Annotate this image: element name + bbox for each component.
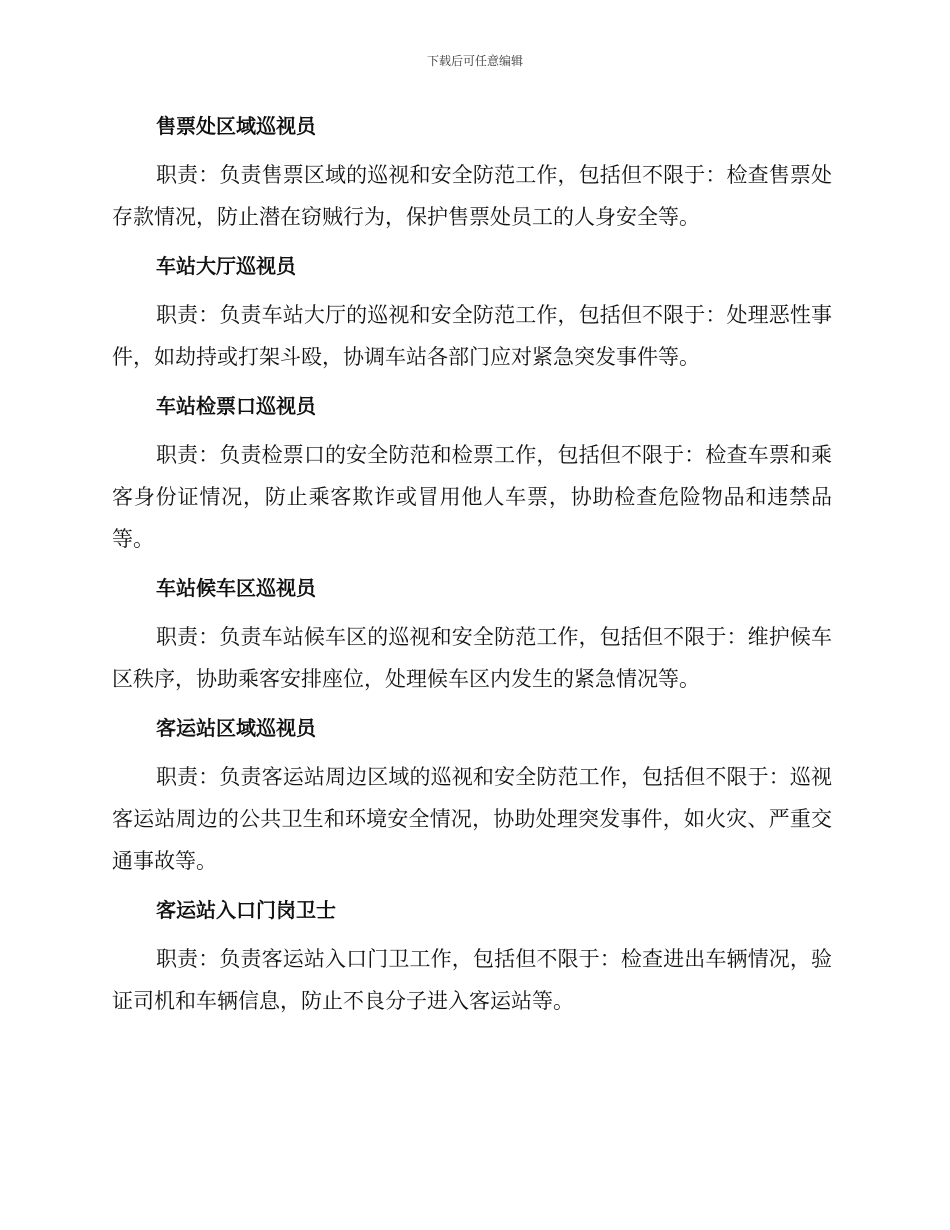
section-ticket-office: [112, 110, 832, 238]
document-body: [112, 110, 832, 1022]
section-title: 车站候车区巡视员: [156, 576, 316, 600]
section-station-hall: [112, 250, 832, 378]
section-duty-text: 职责：负责客运站入口门卫工作，包括但不限于：检查进出车辆情况，验证司机和车辆信息，防止不良分子进入客运站等。: [112, 947, 832, 1013]
section-ticket-gate: [112, 390, 832, 560]
section-entrance-guard: [112, 894, 832, 1022]
section-duty-text: 职责：负责车站大厅的巡视和安全防范工作，包括但不限于：处理恶性事件，如劫持或打架斗殴，协调车站各部门应对紧急突发事件等。: [112, 303, 832, 369]
section-duty-text: 职责：负责售票区域的巡视和安全防范工作，包括但不限于：检查售票处存款情况，防止潜在窃贼行为，保护售票处员工的人身安全等。: [112, 163, 832, 229]
section-duty-text: 职责：负责车站候车区的巡视和安全防范工作，包括但不限于：维护候车区秩序，协助乘客安排座位，处理候车区内发生的紧急情况等。: [112, 625, 832, 691]
section-title: 车站检票口巡视员: [156, 394, 316, 418]
section-bus-station-area: [112, 712, 832, 882]
section-duty-text: 职责：负责检票口的安全防范和检票工作，包括但不限于：检查车票和乘客身份证情况，防止乘客欺诈或冒用他人车票，协助检查危险物品和违禁品等。: [112, 443, 832, 551]
section-title: 车站大厅巡视员: [156, 254, 296, 278]
section-waiting-area: [112, 572, 832, 700]
section-title: 售票处区域巡视员: [156, 114, 316, 138]
section-duty-text: 职责：负责客运站周边区域的巡视和安全防范工作，包括但不限于：巡视客运站周边的公共卫生和环境安全情况，协助处理突发事件，如火灾、严重交通事故等。: [112, 765, 832, 873]
section-title: 客运站区域巡视员: [156, 716, 316, 740]
section-title: 客运站入口门岗卫士: [156, 898, 336, 922]
page-header: 下载后可任意编辑: [426, 54, 523, 68]
